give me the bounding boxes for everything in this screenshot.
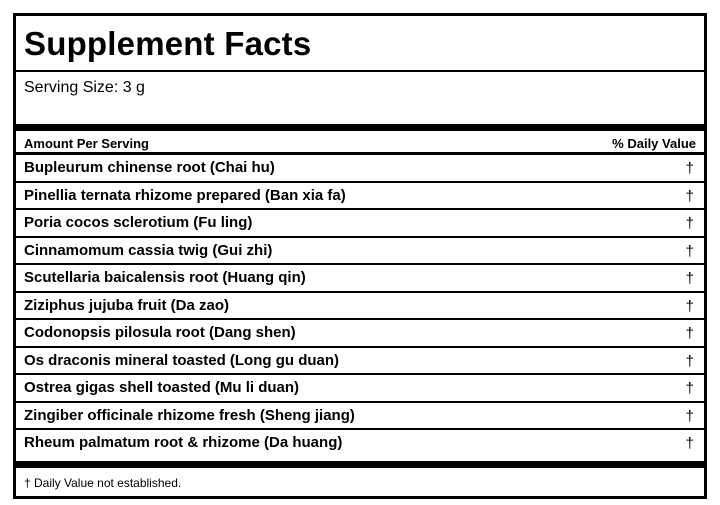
ingredient-name: Zingiber officinale rhizome fresh (Sheng jiang) [24, 406, 355, 424]
ingredient-name: Os draconis mineral toasted (Long gu duan) [24, 351, 340, 369]
ingredient-name: Poria cocos sclerotium (Fu ling) [24, 214, 253, 231]
ingredient-name: Bupleurum chinense root (Chai hu) [24, 159, 275, 176]
thick-divider [16, 461, 704, 468]
serving-size: Serving Size: 3 g [24, 79, 145, 96]
daily-value-mark: † [685, 270, 694, 287]
daily-value-mark: † [685, 380, 694, 397]
table-row [16, 430, 704, 456]
daily-value-mark: † [685, 435, 694, 452]
table-row [16, 403, 704, 431]
daily-value-mark: † [685, 297, 694, 315]
table-row [16, 155, 704, 183]
ingredient-name: Ostrea gigas shell toasted (Mu li duan) [24, 379, 300, 396]
table-row [16, 293, 704, 321]
panel-title: Supplement Facts [24, 25, 312, 62]
daily-value-mark: † [685, 242, 694, 260]
table-row [16, 210, 704, 238]
table-row [16, 238, 704, 266]
daily-value-mark: † [685, 187, 694, 205]
ingredient-name: Pinellia ternata rhizome prepared (Ban xia fa) [24, 186, 346, 204]
table-row [16, 375, 704, 403]
table-row [16, 265, 704, 293]
footnote: † Daily Value not established. [24, 476, 182, 490]
ingredient-name: Cinnamomum cassia twig (Gui zhi) [24, 241, 273, 259]
ingredient-name: Rheum palmatum root & rhizome (Da huang) [24, 434, 343, 451]
supplement-facts-panel [13, 13, 707, 499]
table-row [16, 348, 704, 376]
table-row [16, 320, 704, 348]
ingredient-name: Codonopsis pilosula root (Dang shen) [24, 324, 296, 341]
daily-value-mark: † [685, 160, 694, 177]
daily-value-mark: † [685, 325, 694, 342]
table-header [24, 135, 696, 153]
thick-divider [16, 124, 704, 131]
ingredient-name: Scutellaria baicalensis root (Huang qin) [24, 269, 306, 286]
table-row [16, 183, 704, 211]
amount-per-serving-label: Amount Per Serving [24, 136, 149, 151]
daily-value-mark: † [685, 352, 694, 370]
ingredient-list [16, 155, 704, 456]
daily-value-mark: † [685, 407, 694, 425]
daily-value-label: % Daily Value [612, 136, 696, 151]
divider [16, 70, 704, 72]
daily-value-mark: † [685, 215, 694, 232]
ingredient-name: Ziziphus jujuba fruit (Da zao) [24, 296, 229, 314]
